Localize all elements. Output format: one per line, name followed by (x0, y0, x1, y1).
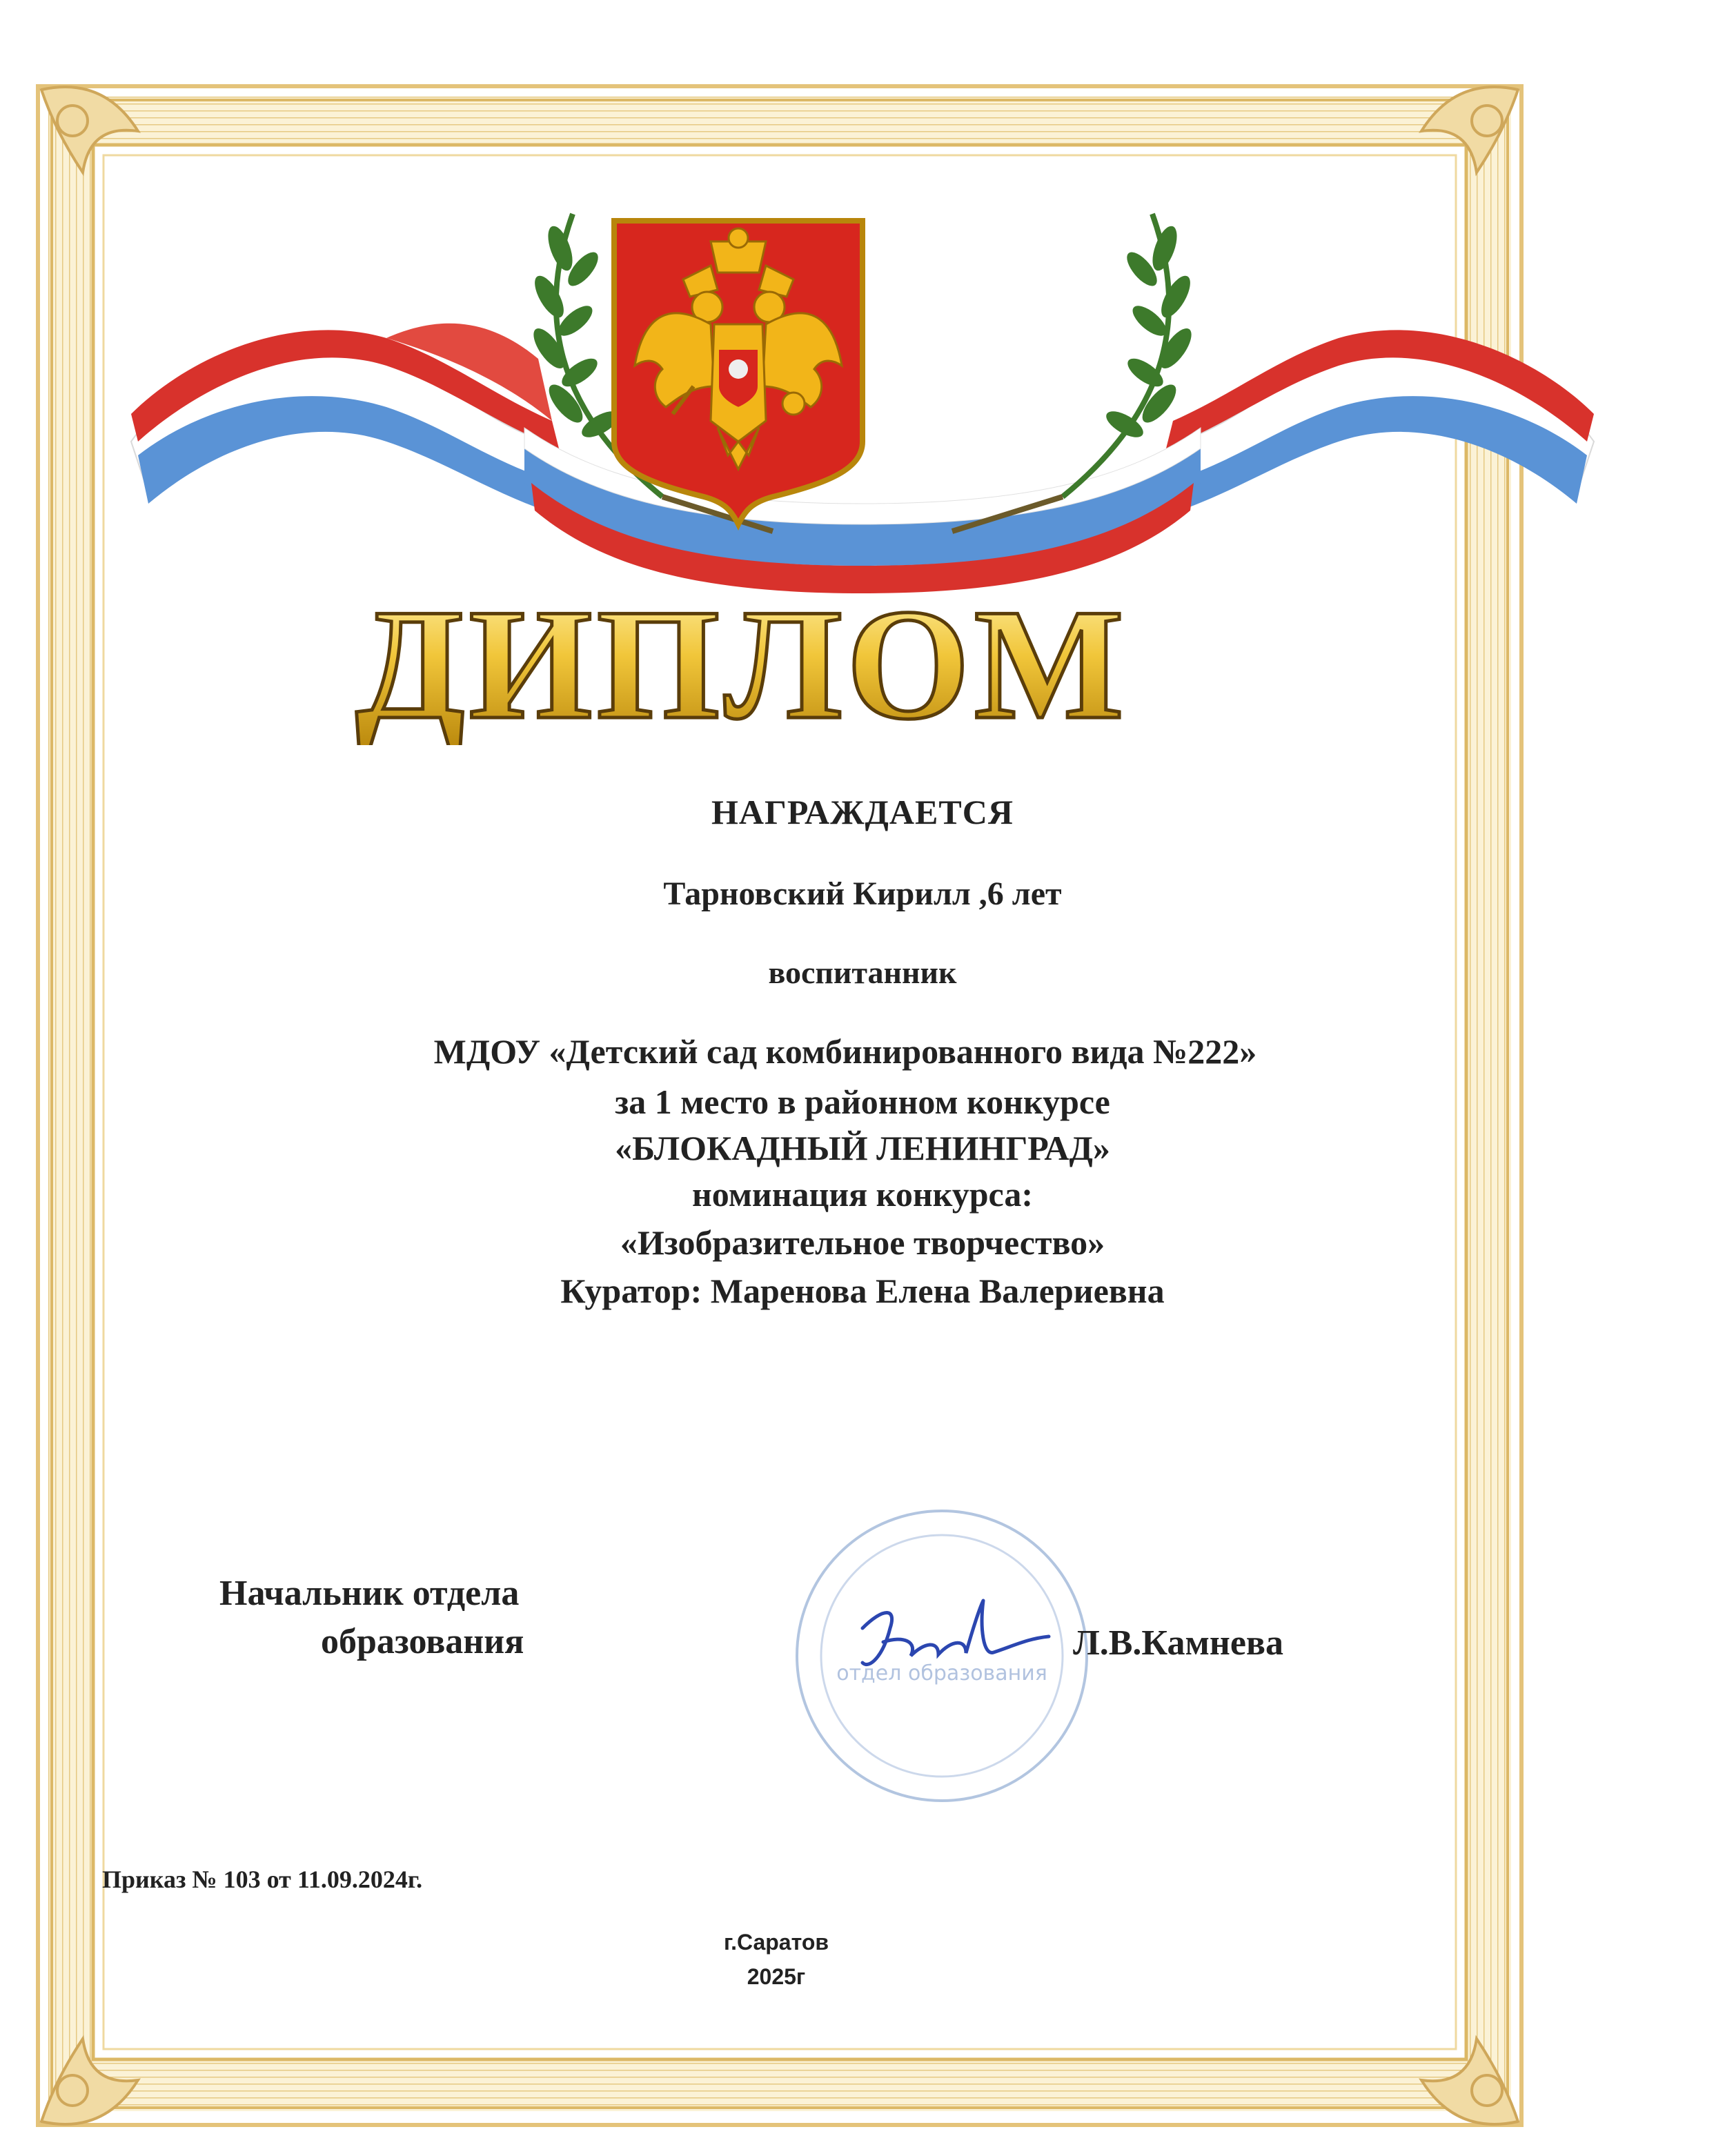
body-line-curator: Куратор: Маренова Елена Валериевна (560, 1272, 1165, 1310)
signatory-position-line1: Начальник отдела (219, 1574, 520, 1613)
body-line-nomination-label: номинация конкурса: (691, 1175, 1034, 1214)
issue-city: г.Саратов (723, 1930, 829, 1955)
body-line-contest-name: «БЛОКАДНЫЙ ЛЕНИНГРАД» (615, 1129, 1110, 1167)
stamp-text: отдел образования (836, 1661, 1047, 1685)
issue-year: 2025г (747, 1964, 806, 1989)
recipient-role: воспитанник (768, 955, 957, 990)
signatory-position-line2: образования (321, 1622, 524, 1661)
body-line-place: за 1 место в районном конкурсе (615, 1082, 1110, 1121)
diploma-title: ДИПЛОМ (355, 580, 1128, 745)
signatory-name: Л.В.Камнева (1073, 1623, 1283, 1663)
recipient-name: Тарновский Кирилл ,6 лет (663, 876, 1062, 912)
award-heading: НАГРАЖДАЕТСЯ (711, 793, 1014, 831)
signature-mark (862, 1601, 1049, 1665)
order-reference: Приказ № 103 от 11.09.2024г. (102, 1866, 423, 1893)
body-line-institution: МДОУ «Детский сад комбинированного вида №222» (433, 1032, 1257, 1071)
body-line-nomination: «Изобразительное творчество» (620, 1223, 1105, 1262)
